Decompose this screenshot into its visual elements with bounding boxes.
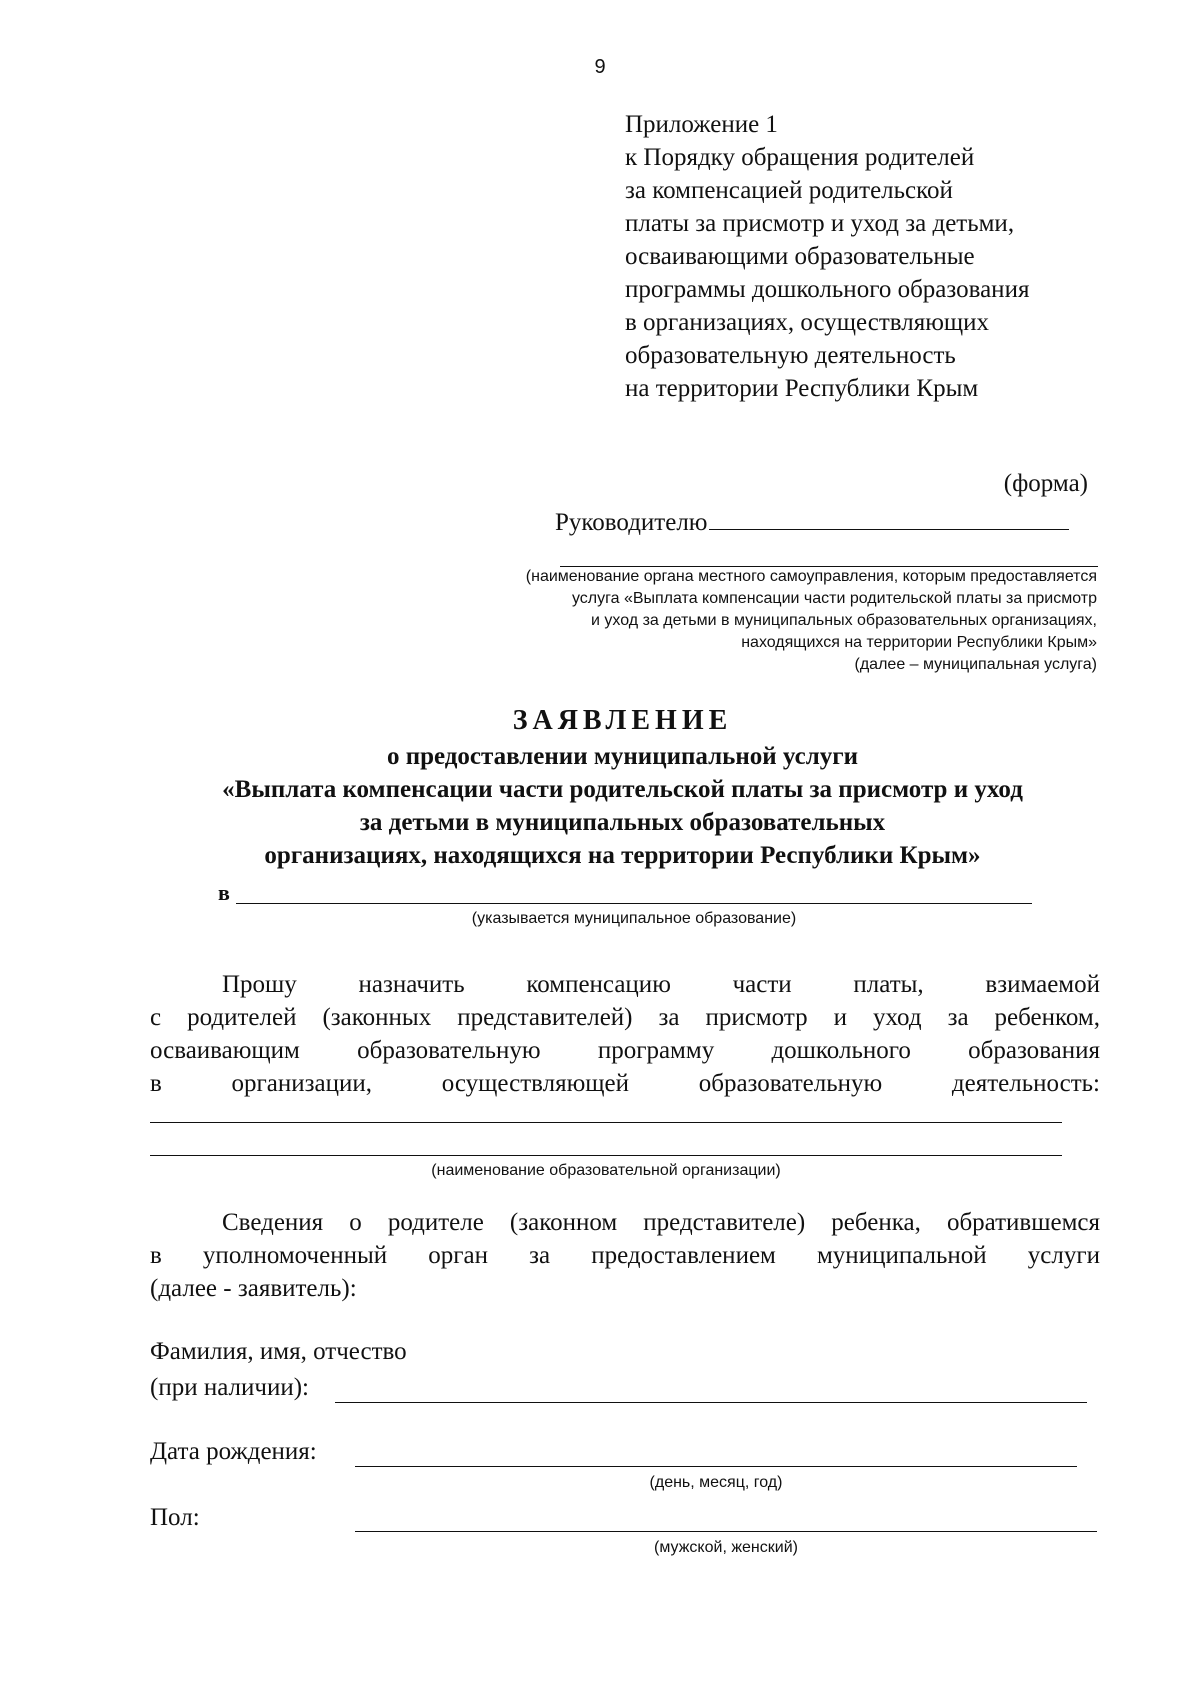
appendix-line: Приложение 1 bbox=[625, 111, 778, 138]
applicant-info-paragraph bbox=[150, 1206, 1100, 1305]
document-title: ЗАЯВЛЕНИЕ bbox=[512, 705, 733, 736]
organization-input-line[interactable] bbox=[150, 1122, 1062, 1123]
fio-label: Фамилия, имя, отчество bbox=[150, 1338, 407, 1365]
request-line: осваивающим образовательную программу дошкольного образования bbox=[150, 1037, 1100, 1064]
municipality-caption: (указывается муниципальное образование) bbox=[471, 910, 797, 927]
subtitle-line: «Выплата компенсации части родительской платы за присмотр и уход bbox=[222, 776, 1023, 803]
organization-caption: (наименование образовательной организации) bbox=[431, 1162, 781, 1179]
authority-note-line: и уход за детьми в муниципальных образовательных организациях, bbox=[591, 612, 1097, 629]
document-subtitle bbox=[0, 740, 1200, 872]
request-paragraph bbox=[150, 968, 1100, 1100]
page-number: 9 bbox=[594, 56, 606, 78]
birth-date-input-line[interactable] bbox=[355, 1466, 1077, 1467]
addressee-label: Руководителю bbox=[555, 509, 708, 536]
subtitle-line: за детьми в муниципальных образовательных bbox=[359, 809, 886, 836]
appendix-line: за компенсацией родительской bbox=[625, 177, 953, 204]
authority-note-line: услуга «Выплата компенсации части родительской платы за присмотр bbox=[571, 590, 1097, 607]
organization-input-line-2[interactable] bbox=[150, 1155, 1062, 1156]
municipality-input-line[interactable] bbox=[236, 903, 1032, 904]
applicant-info-line: в уполномоченный орган за предоставлением муниципальной услуги bbox=[150, 1242, 1100, 1269]
addressee-input-line[interactable] bbox=[709, 505, 1069, 530]
form-label: (форма) bbox=[1003, 470, 1088, 497]
authority-note-line: (далее – муниципальная услуга) bbox=[854, 656, 1097, 673]
appendix-line: к Порядку обращения родителей bbox=[625, 144, 975, 171]
request-line: с родителей (законных представителей) за присмотр и уход за ребенком, bbox=[150, 1004, 1100, 1031]
appendix-line: на территории Республики Крым bbox=[625, 375, 979, 402]
request-line: в организации, осуществляющей образовательную деятельность: bbox=[150, 1070, 1100, 1097]
birth-date-caption: (день, месяц, год) bbox=[649, 1474, 783, 1491]
subtitle-line: о предоставлении муниципальной услуги bbox=[386, 743, 859, 770]
appendix-line: в организациях, осуществляющих bbox=[625, 309, 990, 336]
applicant-info-line: (далее - заявитель): bbox=[150, 1275, 357, 1302]
fio-label-note: (при наличии): bbox=[150, 1374, 309, 1401]
authority-note bbox=[526, 566, 1097, 676]
municipality-prefix: в bbox=[218, 880, 230, 905]
appendix-line: платы за присмотр и уход за детьми, bbox=[625, 210, 1015, 237]
appendix-line: образовательную деятельность bbox=[625, 342, 956, 369]
birth-date-label: Дата рождения: bbox=[150, 1438, 317, 1465]
appendix-line: программы дошкольного образования bbox=[625, 276, 1030, 303]
gender-caption: (мужской, женский) bbox=[654, 1539, 798, 1556]
subtitle-line: организациях, находящихся на территории Республики Крым» bbox=[264, 842, 981, 869]
appendix-line: осваивающими образовательные bbox=[625, 243, 975, 270]
fio-input-line[interactable] bbox=[335, 1402, 1087, 1403]
gender-label: Пол: bbox=[150, 1504, 200, 1531]
authority-note-line: (наименование органа местного самоуправления, которым предоставляется bbox=[525, 568, 1097, 585]
appendix-header bbox=[625, 108, 1029, 405]
gender-input-line[interactable] bbox=[355, 1531, 1097, 1532]
applicant-info-line: Сведения о родителе (законном представителе) ребенка, обратившемся bbox=[222, 1209, 1100, 1236]
addressee-row bbox=[555, 505, 1069, 537]
authority-note-line: находящихся на территории Республики Крым» bbox=[741, 634, 1097, 651]
request-line: Прошу назначить компенсацию части платы, взимаемой bbox=[222, 971, 1100, 998]
